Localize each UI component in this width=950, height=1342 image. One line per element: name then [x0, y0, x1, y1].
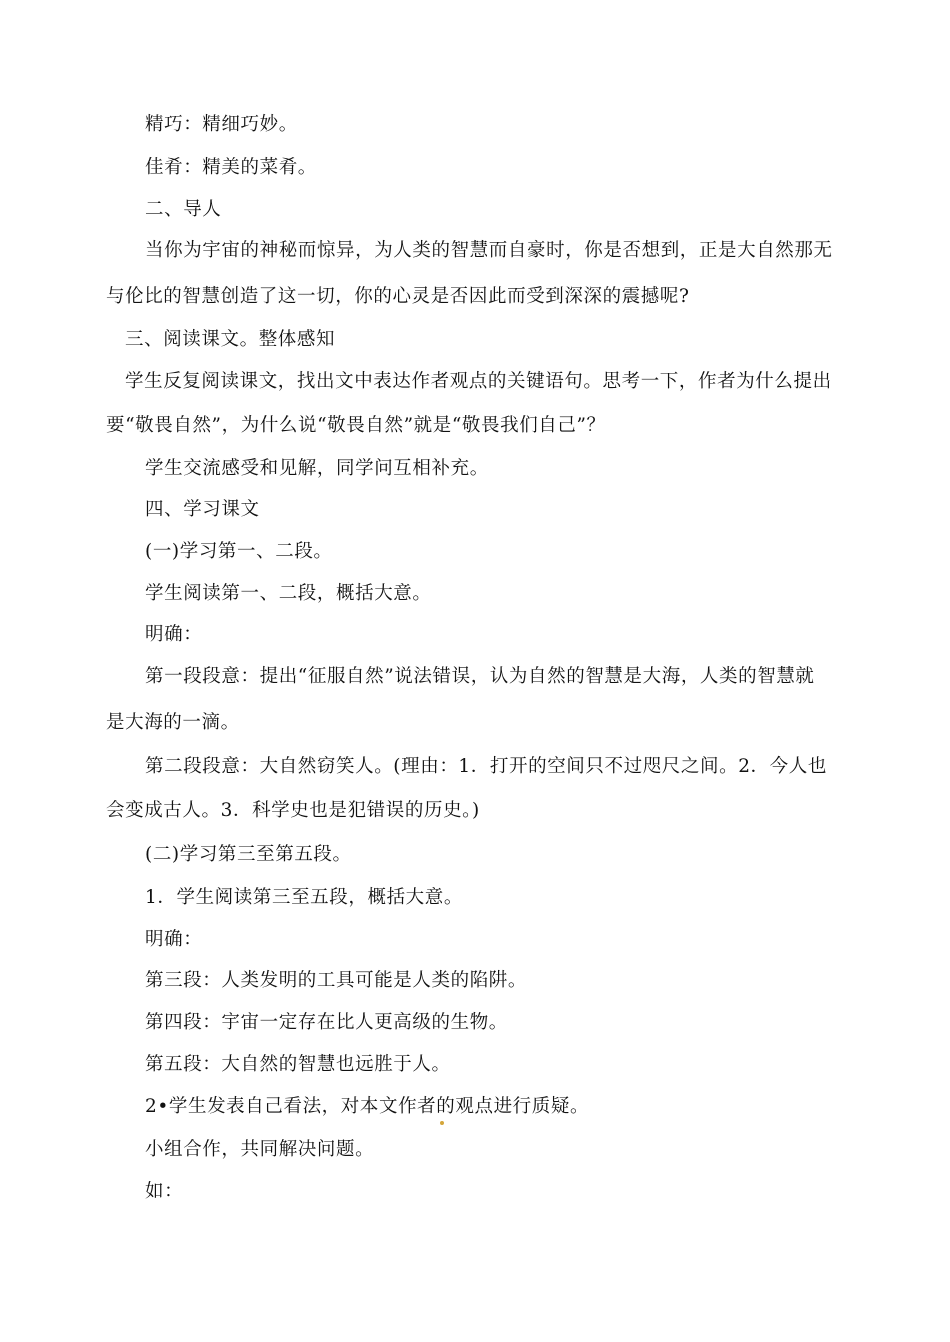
- text-line: 2•学生发表自己看法，对本文作者的观点进行质疑。: [145, 1096, 590, 1117]
- text-line: 明确：: [145, 624, 203, 645]
- text-line: 学生反复阅读课文，找出文中表达作者观点的关键语句。思考一下，作者为什么提出: [125, 371, 832, 392]
- text-line: 学生阅读第一、二段，概括大意。: [145, 583, 432, 604]
- subsection-heading: (二)学习第三至第五段。: [145, 844, 352, 865]
- text-line: 学生交流感受和见解，同学问互相补充。: [145, 458, 489, 479]
- ink-dot-mark: [440, 1121, 444, 1125]
- section-heading: 四、学习课文: [145, 499, 260, 520]
- subsection-heading: (一)学习第一、二段。: [145, 541, 333, 562]
- text-line: 当你为宇宙的神秘而惊异，为人类的智慧而自豪时，你是否想到，正是大自然那无: [145, 240, 833, 261]
- text-line: 第四段：宇宙一定存在比人更高级的生物。: [145, 1012, 508, 1033]
- text-line: 要“敬畏自然”，为什么说“敬畏自然”就是“敬畏我们自己”？: [106, 415, 606, 436]
- text-line: 第一段段意：提出“征服自然”说法错误，认为自然的智慧是大海，人类的智慧就: [145, 666, 815, 687]
- text-line: 1．学生阅读第三至五段，概括大意。: [145, 887, 463, 908]
- section-heading: 二、导人: [145, 199, 222, 220]
- text-line: 与伦比的智慧创造了这一切，你的心灵是否因此而受到深深的震撼呢?: [106, 286, 690, 307]
- text-line: 是大海的一滴。: [106, 712, 240, 733]
- text-line: 第三段：人类发明的工具可能是人类的陷阱。: [145, 970, 528, 991]
- text-line: 会变成古人。3．科学史也是犯错误的历史。): [106, 800, 480, 821]
- text-line: 明确：: [145, 929, 203, 950]
- section-heading: 三、阅读课文。整体感知: [125, 329, 336, 350]
- text-line: 如：: [145, 1181, 184, 1202]
- text-line: 佳肴：精美的菜肴。: [145, 157, 317, 178]
- text-line: 第二段段意：大自然窃笑人。(理由：1．打开的空间只不过咫尺之间。2．今人也: [145, 756, 827, 777]
- text-line: 小组合作，共同解决问题。: [145, 1139, 375, 1160]
- text-line: 精巧：精细巧妙。: [145, 114, 298, 135]
- text-line: 第五段：大自然的智慧也远胜于人。: [145, 1054, 451, 1075]
